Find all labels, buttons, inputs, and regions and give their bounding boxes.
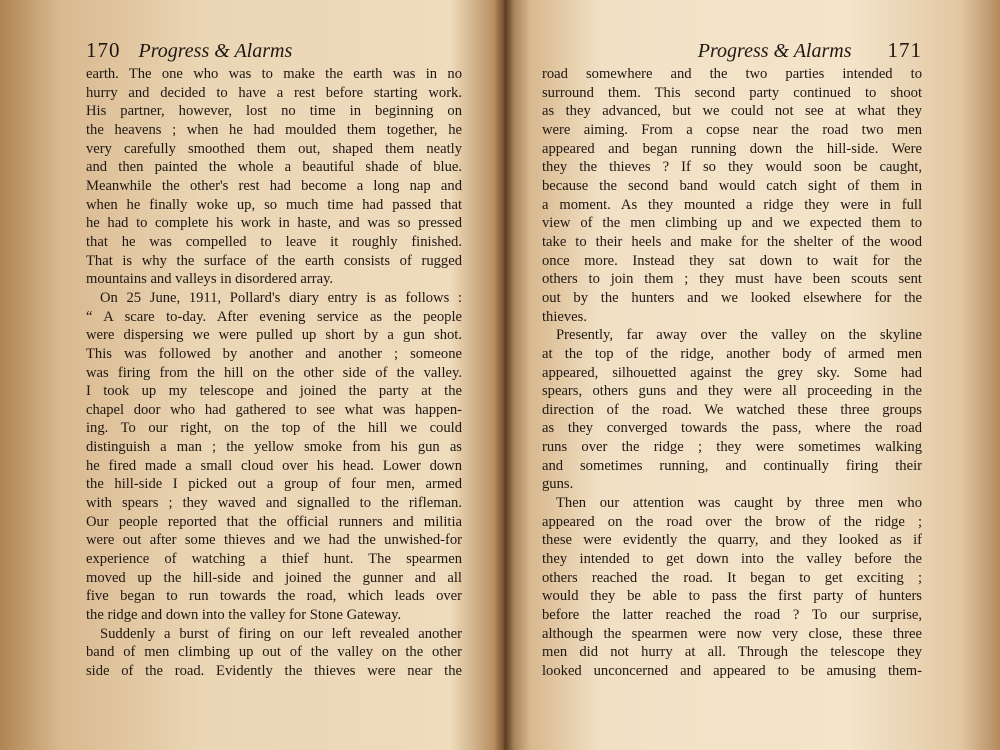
text-line: appeared on the road over the brow of the ridge ; [542,513,922,530]
text-line: side of the road. Evidently the thieves were near the [86,663,462,679]
text-line: because the second band would catch sight of them in [542,177,922,194]
text-line: “ A scare to-day. After evening service as the people [86,308,462,325]
left-running-head [86,38,464,64]
text-line: mountains and valleys in disordered array. [86,271,334,288]
text-line: looked unconcerned and appeared to be amusing them- [542,663,922,679]
text-line: band of men climbing up out of the valley on the other [86,644,462,661]
text-line: the ridge and down into the valley for Stone Gateway. [86,607,402,624]
text-line: men did not hurry at all. Through the telescope they [542,644,922,661]
text-line: as they converged towards the pass, where the road [542,420,922,437]
text-line: Our people reported that the official runners and militia [86,513,462,530]
left-running-title: Progress & Alarms [138,40,293,62]
text-line: although the spearmen were now very close, these three [542,625,922,642]
text-line: the hill-side I picked out a group of four men, armed [86,476,462,493]
text-line: Then our attention was caught by three men who [556,495,922,512]
text-line: On 25 June, 1911, Pollard's diary entry is as follows : [100,289,462,306]
text-line: out by the hunters and we looked elsewhere for the [542,289,922,306]
text-line: others to join them ; they must have been scouts sent [542,271,922,288]
text-line: he fired made a small cloud over his head. Lower down [86,457,462,474]
text-line: moved up the hill-side and joined the gunner and all [86,569,462,586]
text-line: with spears ; they waved and signalled to the rifleman. [86,495,462,512]
text-line: take to their heels and make for the shelter of the wood [542,233,922,250]
text-line: appeared, silhouetted against the grey sky. Some had [542,364,922,381]
text-line: once more. Instead they sat down to wait for the [542,252,922,269]
text-line: spears, others guns and they were all proceeding in the [542,383,922,400]
text-line: That is why the surface of the earth consists of rugged [86,252,462,269]
text-line: and sometimes running, and continually firing their [542,457,922,474]
text-line: were aiming. From a copse near the road two men [542,121,922,138]
text-line: they intended to get down into the valley before the [542,551,922,568]
text-line: road somewhere and the two parties intended to [542,66,922,82]
right-running-title: Progress & Alarms [697,40,852,62]
text-line: His partner, however, lost no time in beginning on [86,103,462,120]
text-line: that he was compelled to leave it roughly finished. [86,233,462,250]
text-line: others reached the road. It began to get exciting ; [542,569,922,586]
text-line: experience of watching a thief hunt. The spearmen [86,551,462,568]
text-line: the heavens ; when he had moulded them together, he [86,121,462,138]
text-line: This was followed by another and another ; someone [86,345,462,362]
text-line: Meanwhile the other's rest had become a long nap and [86,177,462,194]
text-line: very carefully smoothed them out, shaped them neatly [86,140,462,157]
text-line: when he finally woke up, so much time had passed that [86,196,462,213]
text-line: I took up my telescope and joined the party at the [86,383,462,400]
text-line: five began to run towards the road, which leads over [86,588,462,605]
text-line: appeared and began running down the hill-side. Were [542,140,922,157]
text-line: at the top of the ridge, another body of armed men [542,345,922,362]
text-line: chapel door who had gathered to see what was happen- [86,401,462,418]
right-page-number: 171 [887,38,922,62]
text-line: earth. The one who was to make the earth was in no [86,66,462,82]
text-line: he had to complete his work in haste, and was so pressed [86,215,462,232]
right-page-text [542,65,922,681]
text-line: direction of the road. We watched these three groups [542,401,922,418]
left-page-number: 170 [86,38,121,62]
text-line: distinguish a man ; the yellow smoke from his gun as [86,439,462,456]
text-line: as they advanced, but we could not see at what they [542,103,922,120]
text-line: guns. [542,476,574,493]
text-line: surround them. This second party continued to shoot [542,84,922,101]
text-line: was firing from the hill on the other side of the valley. [86,364,462,381]
text-line: Presently, far away over the valley on the skyline [556,327,922,344]
left-page-text [86,65,462,681]
text-line: runs over the ridge ; they were sometimes walking [542,439,922,456]
text-line: Suddenly a burst of firing on our left revealed another [100,625,462,642]
text-line: view of the men climbing up and we expected them to [542,215,922,232]
text-line: before the latter reached the road ? To our surprise, [542,607,922,624]
text-line: were out after some thieves and we had the unwished-for [86,532,462,549]
text-line: and then painted the whole a beautiful shade of blue. [86,159,462,176]
text-line: these were evidently the quarry, and they looked as if [542,532,922,549]
text-line: thieves. [542,308,587,325]
text-line: a moment. As they mounted a ridge they were in full [542,196,922,213]
text-line: would they be able to pass the first party of hunters [542,588,922,605]
text-line: they the thieves ? If so they would soon be caught, [542,159,922,176]
text-line: were dispersing we were pulled up short by a gun shot. [86,327,462,344]
text-line: ing. To our right, on the top of the hill we could [86,420,462,437]
right-running-head [542,38,922,64]
right-page [510,0,1000,750]
text-line: hurry and decided to have a rest before starting work. [86,84,462,101]
